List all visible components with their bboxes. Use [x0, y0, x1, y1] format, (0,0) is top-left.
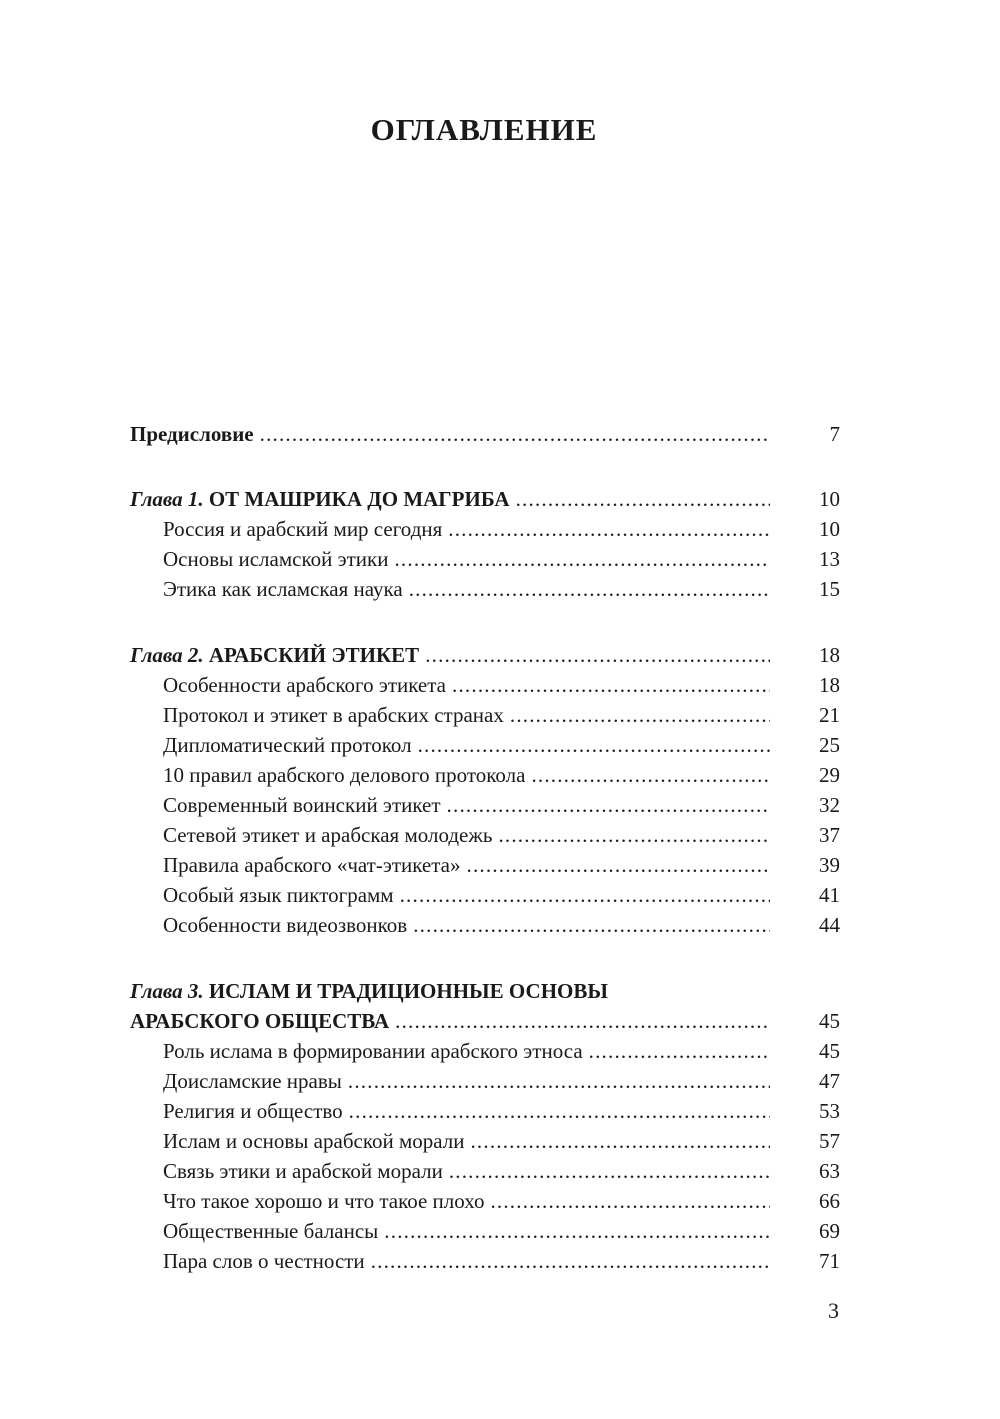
toc-entry[interactable] [130, 700, 840, 730]
toc-entry-label: Сетевой этикет и арабская молодежь [163, 823, 493, 847]
dot-leader [448, 514, 770, 544]
toc-page-number: 69 [819, 1219, 840, 1243]
dot-leader [447, 790, 770, 820]
toc-entry-label: Россия и арабский мир сегодня [163, 517, 443, 541]
toc-entry[interactable] [130, 880, 840, 910]
toc-entry[interactable] [130, 910, 840, 940]
toc-page-number: 37 [819, 823, 840, 847]
toc-page-number: 10 [819, 517, 840, 541]
toc-entry-label: 10 правил арабского делового протокола [163, 763, 526, 787]
toc-page-number: 18 [819, 643, 840, 667]
toc-entry-label: Религия и общество [163, 1099, 343, 1123]
dot-leader [409, 574, 770, 604]
toc-entry-label: Общественные балансы [163, 1219, 379, 1243]
dot-leader [498, 820, 770, 850]
toc-entry[interactable] [130, 760, 840, 790]
dot-leader [348, 1066, 770, 1096]
dot-leader [425, 640, 770, 670]
toc-entry-preface[interactable] [130, 419, 840, 449]
chapter-prefix: Глава 3. [130, 979, 204, 1003]
toc-entry[interactable] [130, 820, 840, 850]
toc-chapter-2[interactable] [130, 640, 840, 670]
chapter-title-continued: АРАБСКОГО ОБЩЕСТВА [130, 1009, 390, 1033]
toc-entry-label: Пара слов о честности [163, 1249, 365, 1273]
toc-page-number: 71 [819, 1249, 840, 1273]
dot-leader [467, 850, 770, 880]
dot-leader [413, 910, 770, 940]
toc-entry[interactable] [130, 670, 840, 700]
toc-page-number: 10 [819, 487, 840, 511]
dot-leader [349, 1096, 770, 1126]
toc-entry-label: Связь этики и арабской морали [163, 1159, 443, 1183]
toc-entry[interactable] [130, 1186, 840, 1216]
toc-page-number: 18 [819, 673, 840, 697]
toc-entry-label: Правила арабского «чат-этикета» [163, 853, 461, 877]
toc-entry[interactable] [130, 730, 840, 760]
toc-page-number: 15 [819, 577, 840, 601]
toc-entry-label: Доисламские нравы [163, 1069, 342, 1093]
toc-entry-label: Особенности арабского этикета [163, 673, 447, 697]
toc-entry[interactable] [130, 514, 840, 544]
toc-entry[interactable] [130, 1066, 840, 1096]
toc-page-number: 66 [819, 1189, 840, 1213]
toc-entry-label: Основы исламской этики [163, 547, 389, 571]
toc-entry[interactable] [130, 1096, 840, 1126]
page-title: ОГЛАВЛЕНИЕ [370, 112, 598, 147]
toc-page-number: 25 [819, 733, 840, 757]
toc-page-number: 53 [819, 1099, 840, 1123]
toc-entry-label: Роль ислама в формировании арабского этноса [163, 1039, 583, 1063]
toc-page-number: 45 [819, 1009, 840, 1033]
toc-page-number: 63 [819, 1159, 840, 1183]
dot-leader [516, 484, 770, 514]
toc-entry-label: Особенности видеозвонков [163, 913, 408, 937]
toc-entry-label: Предисловие [130, 422, 254, 446]
dot-leader [418, 730, 770, 760]
dot-leader [589, 1036, 770, 1066]
toc-entry[interactable] [130, 790, 840, 820]
toc-page-number: 13 [819, 547, 840, 571]
toc-entry-label: Особый язык пиктограмм [163, 883, 394, 907]
table-of-contents [130, 419, 840, 1276]
toc-page-number: 32 [819, 793, 840, 817]
dot-leader [510, 700, 770, 730]
dot-leader [449, 1156, 770, 1186]
toc-entry-label: Современный воинский этикет [163, 793, 441, 817]
toc-entry[interactable] [130, 1216, 840, 1246]
toc-page-number: 29 [819, 763, 840, 787]
toc-entry[interactable] [130, 1126, 840, 1156]
dot-leader [531, 760, 770, 790]
dot-leader [371, 1246, 770, 1276]
page-number: 3 [828, 1298, 839, 1323]
toc-entry[interactable] [130, 1156, 840, 1186]
toc-page-number: 7 [829, 422, 840, 446]
toc-chapter-3[interactable] [130, 1006, 840, 1036]
toc-chapter-1[interactable] [130, 484, 840, 514]
dot-leader [394, 544, 770, 574]
toc-page-number: 57 [819, 1129, 840, 1153]
toc-page-number: 39 [819, 853, 840, 877]
dot-leader [400, 880, 770, 910]
toc-page-number: 44 [819, 913, 840, 937]
dot-leader [470, 1126, 770, 1156]
dot-leader [490, 1186, 770, 1216]
toc-chapter-3-title[interactable] [130, 976, 840, 1006]
dot-leader [260, 419, 770, 449]
toc-page-number: 41 [819, 883, 840, 907]
toc-entry-label: Протокол и этикет в арабских странах [163, 703, 504, 727]
toc-page-number: 45 [819, 1039, 840, 1063]
toc-entry-label: Что такое хорошо и что такое плохо [163, 1189, 485, 1213]
dot-leader [384, 1216, 770, 1246]
toc-entry-label: Дипломатический протокол [163, 733, 412, 757]
toc-entry-label: Ислам и основы арабской морали [163, 1129, 465, 1153]
toc-entry[interactable] [130, 574, 840, 604]
dot-leader [452, 670, 770, 700]
toc-entry[interactable] [130, 1036, 840, 1066]
toc-entry[interactable] [130, 544, 840, 574]
chapter-title: АРАБСКИЙ ЭТИКЕТ [208, 643, 420, 667]
toc-page-number: 47 [819, 1069, 840, 1093]
toc-page-number: 21 [819, 703, 840, 727]
chapter-prefix: Глава 2. [130, 643, 204, 667]
toc-entry[interactable] [130, 1246, 840, 1276]
dot-leader [395, 1006, 770, 1036]
chapter-title: ОТ МАШРИКА ДО МАГРИБА [208, 487, 510, 511]
chapter-title: ИСЛАМ И ТРАДИЦИОННЫЕ ОСНОВЫ [208, 979, 608, 1003]
chapter-prefix: Глава 1. [130, 487, 204, 511]
toc-entry-label: Этика как исламская наука [163, 577, 403, 601]
toc-entry[interactable] [130, 850, 840, 880]
